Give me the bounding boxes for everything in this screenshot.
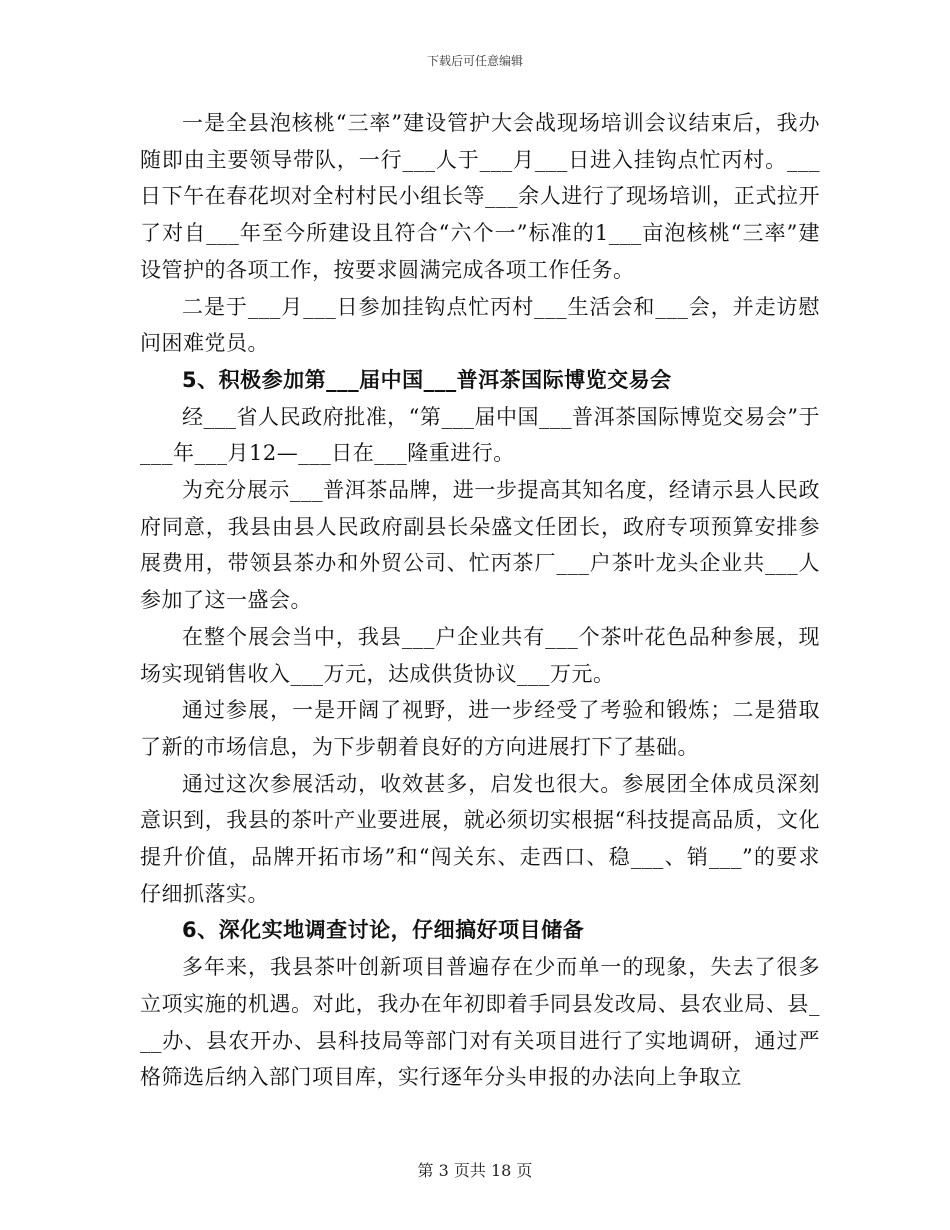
document-body	[140, 105, 820, 1096]
paragraph: 通过这次参展活动，收效甚多，启发也很大。参展团全体成员深刻意识到，我县的茶叶产业要进展，就必须切实根据“科技提高品质，文化提升价值，品牌开拓市场”和“闯关东、走西口、稳___、销___”的要求仔细抓落实。	[140, 771, 820, 906]
page-number: 第 3 页共 18 页	[417, 1161, 533, 1180]
paragraph: 二是于___月___日参加挂钩点忙丙村___生活会和___会，并走访慰问困难党员。	[140, 294, 820, 356]
paragraph: 多年来，我县茶叶创新项目普遍存在少而单一的现象，失去了很多立项实施的机遇。对此，我办在年初即着手同县发改局、县农业局、县___办、县农开办、县科技局等部门对有关项目进行了实地调研，通过严格筛选后纳入部门项目库，实行逐年分头申报的办法向上争取立	[140, 955, 820, 1090]
paragraph: 经___省人民政府批准，“第___届中国___普洱茶国际博览交易会”于___年___月12—___日在___隆重进行。	[140, 404, 820, 466]
paragraph: 在整个展会当中，我县___户企业共有___个茶叶花色品种参展，现场实现销售收入___万元，达成供货协议___万元。	[140, 624, 820, 686]
page-header-note: 下载后可任意编辑	[426, 54, 523, 68]
paragraph: 通过参展，一是开阔了视野，进一步经受了考验和锻炼；二是猎取了新的市场信息，为下步朝着良好的方向进展打下了基础。	[140, 698, 820, 759]
section-heading: 6、深化实地调查讨论，仔细搞好项目储备	[182, 918, 585, 943]
paragraph: 一是全县泡核桃“三率”建设管护大会战现场培训会议结束后，我办随即由主要领导带队，一行___人于___月___日进入挂钩点忙丙村。___日下午在春花坝对全村村民小组长等___余人进行了现场培训，正式拉开了对自___年至今所建设且符合“六个一”标准的1___亩泡核桃“三率”建设管护的各项工作，按要求圆满完成各项工作任务。	[140, 111, 820, 282]
paragraph: 为充分展示___普洱茶品牌，进一步提高其知名度，经请示县人民政府同意，我县由县人民政府副县长朵盛文任团长，政府专项预算安排参展费用，带领县茶办和外贸公司、忙丙茶厂___户茶叶龙头企业共___人参加了这一盛会。	[140, 478, 820, 613]
section-heading: 5、积极参加第___届中国___普洱茶国际博览交易会	[182, 367, 672, 392]
